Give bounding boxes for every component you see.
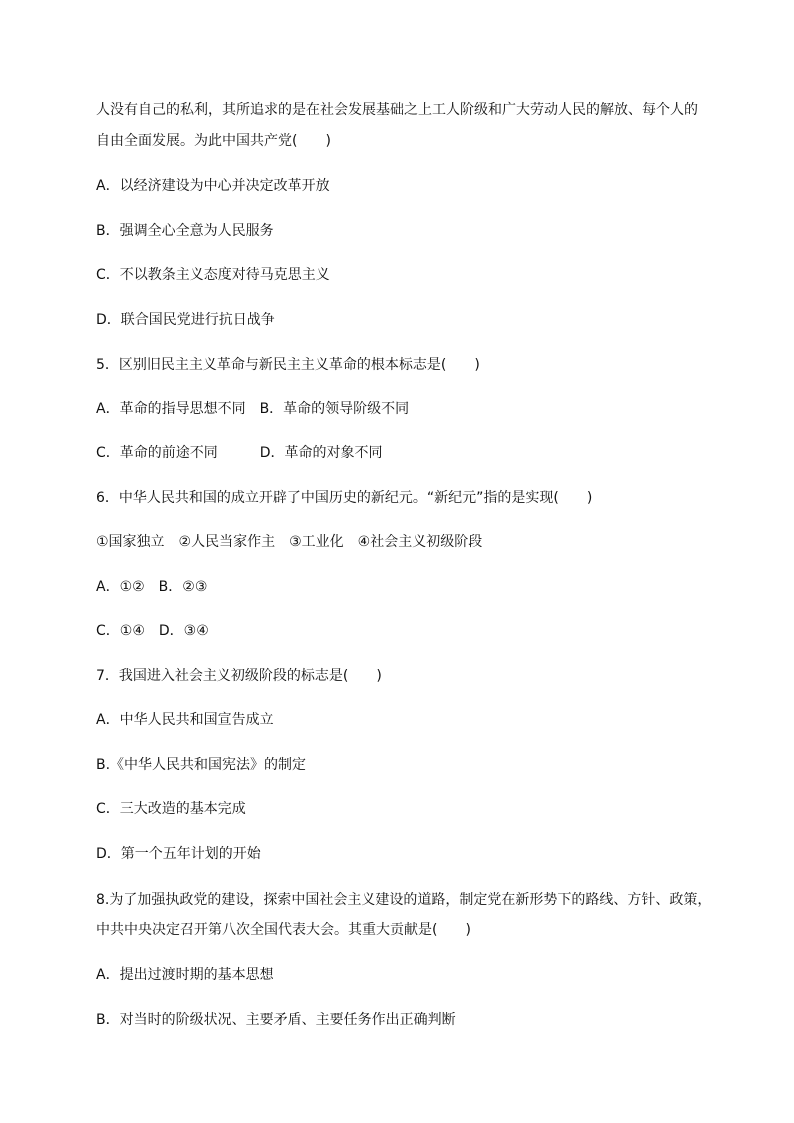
question-7: 7．我国进入社会主义初级阶段的标志是( ) xyxy=(96,668,382,684)
question-8: 8.为了加强执政党的建设，探索中国社会主义建设的道路，制定党在新形势下的路线、方针、政策， xyxy=(96,892,712,908)
options-ab: A．①② B．②③ xyxy=(96,579,208,595)
text-line: 人没有自己的私利，其所追求的是在社会发展基础之上工人阶级和广大劳动人民的解放、每个人的 xyxy=(96,102,698,118)
text-line: 自由全面发展。为此中国共产党( ) xyxy=(96,133,331,149)
options-ab: A．革命的指导思想不同 B．革命的领导阶级不同 xyxy=(96,401,410,417)
option-a: A．以经济建设为中心并决定改革开放 xyxy=(96,178,330,194)
option-d: D．第一个五年计划的开始 xyxy=(96,846,261,862)
option-c: C．三大改造的基本完成 xyxy=(96,801,246,817)
question-8-cont: 中共中央决定召开第八次全国代表大会。其重大贡献是( ) xyxy=(96,922,471,938)
option-d: D．联合国民党进行抗日战争 xyxy=(96,312,275,328)
options-cd: C．①④ D．③④ xyxy=(96,623,209,639)
options-cd: C．革命的前途不同 D．革命的对象不同 xyxy=(96,445,383,461)
option-b: B．强调全心全意为人民服务 xyxy=(96,223,274,239)
option-c: C．不以教条主义态度对待马克思主义 xyxy=(96,267,330,283)
question-5: 5．区别旧民主主义革命与新民主主义革命的根本标志是( ) xyxy=(96,357,480,373)
option-b: B．对当时的阶级状况、主要矛盾、主要任务作出正确判断 xyxy=(96,1012,456,1028)
option-a: A．中华人民共和国宣告成立 xyxy=(96,712,274,728)
option-b: B.《中华人民共和国宪法》的制定 xyxy=(96,757,307,773)
question-6: 6．中华人民共和国的成立开辟了中国历史的新纪元。“新纪元”指的是实现( ) xyxy=(96,490,593,506)
option-a: A．提出过渡时期的基本思想 xyxy=(96,967,274,983)
statement-list: ①国家独立 ②人民当家作主 ③工业化 ④社会主义初级阶段 xyxy=(96,534,483,550)
